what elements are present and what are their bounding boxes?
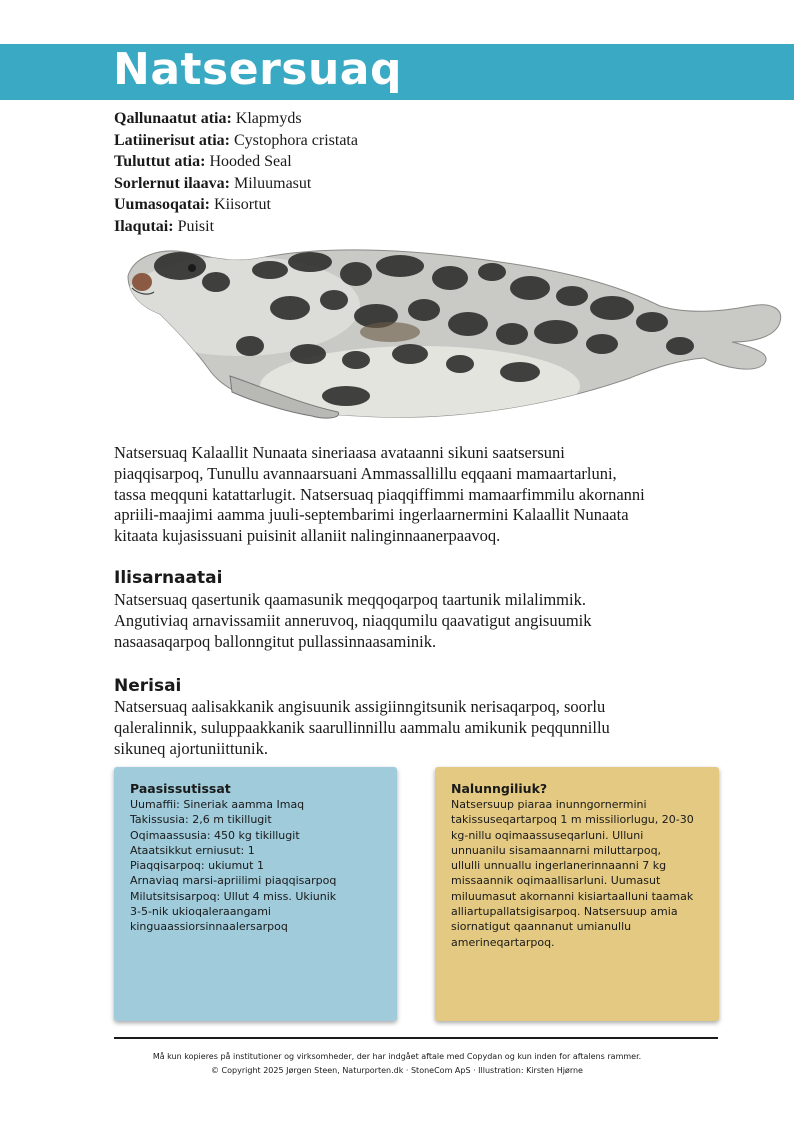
did-you-know-line: siornatigut qaannanut umianullu — [451, 920, 632, 934]
fact-row — [114, 173, 358, 195]
did-you-know-line: amerineqartarpoq. — [451, 935, 555, 949]
facts-box-line: Uumaffii: Sineriak aamma Imaq — [130, 798, 305, 811]
facts-box-line: Oqimaassusia: 450 kg tikillugit — [130, 828, 300, 842]
text-line: qaleralinnik, suluppaakkanik saarullinnillu aammalu amikunik peqqunnillu — [114, 717, 610, 737]
text-line: nasaasaqarpoq ballonngitut pullassinnaasaminik. — [114, 631, 437, 651]
fact-row — [114, 216, 358, 238]
intro-paragraph — [114, 443, 744, 547]
facts-box-line: Milutsitsisarpoq: Ullut 4 miss. Ukiunik — [130, 889, 337, 903]
did-you-know-line: takissuseqartarpoq 1 m missiliorlugu, 20-30 — [451, 813, 694, 827]
text-line: apriili-maajimi aamma juuli-septembarimi ingerlaarnermini Kalaallit Nunaata — [114, 505, 629, 525]
section-heading: Nerisai — [114, 676, 182, 696]
did-you-know-box — [435, 767, 719, 1021]
fact-value: Klapmyds — [235, 110, 302, 127]
did-you-know-line: unnuanilu sisamaannarni miluttarpoq, — [451, 843, 662, 857]
footer-divider — [114, 1037, 718, 1039]
did-you-know-line: missaannik oqimaallisarluni. Uumasut — [451, 874, 661, 888]
fact-row — [114, 130, 358, 152]
page-title: Natsersuaq — [113, 44, 402, 95]
section-heading: Ilisarnaatai — [114, 568, 223, 588]
did-you-know-line: miluumasut akornanni kisiartaalluni taamak — [451, 889, 694, 903]
facts-box-line: Arnaviaq marsi-apriilimi piaqqisarpoq — [130, 874, 337, 888]
fact-label: Qallunaatut atia: — [114, 110, 232, 127]
did-you-know-line: alliartupallatsigisarpoq. Natsersuup amia — [451, 905, 678, 919]
text-line: Natsersuaq Kalaallit Nunaata sineriaasa avataanni sikuni saatsersuni — [114, 443, 565, 462]
section-paragraph — [114, 697, 744, 759]
did-you-know-title: Nalunngiliuk? — [451, 781, 548, 796]
text-line: piaqqisarpoq, Tunullu avannaarsuani Ammassallillu eqqaani mamaartarluni, — [114, 463, 617, 483]
facts-box-line: Piaqqisarpoq: ukiumut 1 — [130, 859, 264, 873]
fact-value: Puisit — [177, 217, 215, 235]
text-line: Natsersuaq qasertunik qaamasunik meqqoqarpoq taartunik milalimmik. — [114, 590, 586, 609]
fact-value: Kiisortut — [214, 196, 271, 214]
facts-box-line: Takissusia: 2,6 m tikillugit — [130, 813, 272, 827]
fact-row — [114, 108, 358, 130]
fact-value: Miluumasut — [234, 174, 312, 192]
fact-value: Cystophora cristata — [234, 131, 358, 149]
facts-box-line: 3-5-nik ukioqaleraangami — [130, 905, 271, 919]
facts-box — [114, 767, 397, 1021]
species-facts — [114, 108, 358, 238]
fact-label: Ilaqutai: — [114, 217, 174, 235]
facts-box-line: kinguaassiorsinnaalersarpoq — [130, 920, 288, 934]
facts-box-title: Paasissutissat — [130, 781, 231, 796]
fact-row — [114, 151, 358, 173]
did-you-know-line: Natsersuup piaraa inunngornermini — [451, 798, 647, 811]
fact-label: Tuluttut atia: — [114, 153, 206, 171]
did-you-know-line: kg-nillu oqimaassuseqarluni. Ulluni — [451, 828, 644, 842]
fact-row — [114, 194, 358, 216]
fact-label: Uumasoqatai: — [114, 196, 211, 214]
section-paragraph — [114, 590, 744, 652]
text-line: sikuneq ajortuniittunik. — [114, 738, 268, 758]
footer-license: Må kun kopieres på institutioner og virksomheder, der har indgået aftale med Copydan og kun inden for aftalens rammer. — [152, 1052, 642, 1061]
facts-box-line: Ataatsikkut erniusut: 1 — [130, 843, 255, 857]
footer-copyright: © Copyright 2025 Jørgen Steen, Naturporten.dk · StoneCom ApS · Illustration: Kirsten Hjørne — [211, 1066, 583, 1075]
text-line: Natsersuaq aalisakkanik angisuunik assigiinngitsunik nerisaqarpoq, soorlu — [114, 697, 606, 716]
fact-value: Hooded Seal — [209, 153, 292, 171]
text-line: kitaata kujasissuani puisinit allaniit nalinginnaanerpaavoq. — [114, 526, 501, 546]
text-line: Angutiviaq arnavissamiit anneruvoq, niaqqumilu qaavatigut angisuumik — [114, 610, 592, 630]
did-you-know-line: ullulli unnuallu ingerlanerinnaanni 7 kg — [451, 859, 667, 873]
hooded-seal-illustration — [120, 236, 786, 428]
text-line: tassa meqquni katattarlugit. Natsersuaq piaqqiffimmi mamaarfimmilu akornanni — [114, 484, 645, 504]
fact-label: Latiinerisut atia: — [114, 131, 230, 149]
fact-label: Sorlernut ilaava: — [114, 174, 230, 192]
